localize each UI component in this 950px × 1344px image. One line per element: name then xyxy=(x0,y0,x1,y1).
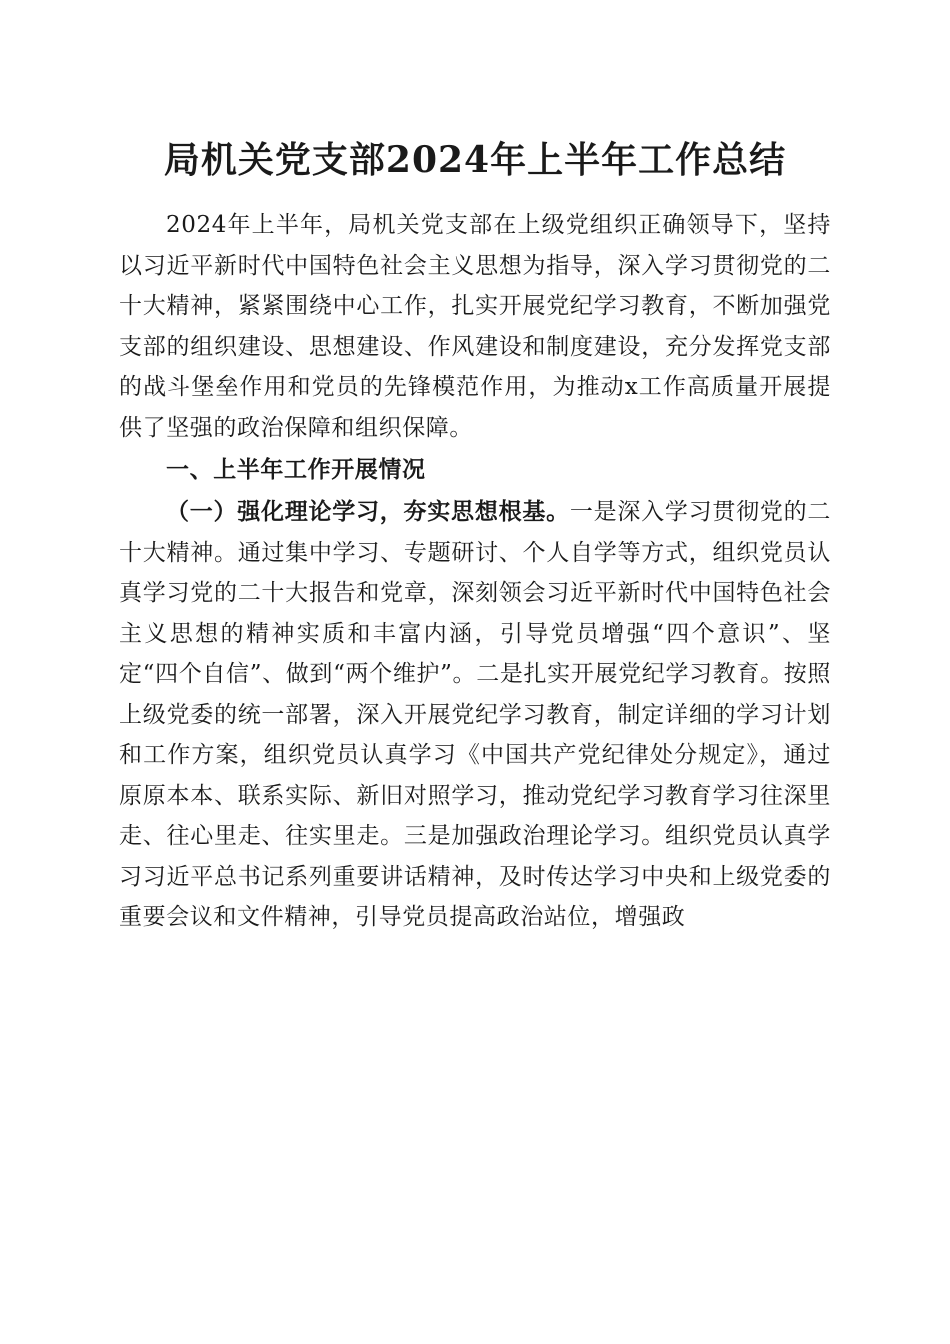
intro-paragraph: 2024年上半年，局机关党支部在上级党组织正确领导下，坚持以习近平新时代中国特色社会主义思想为指导，深入学习贯彻党的二十大精神，紧紧围绕中心工作，扎实开展党纪学习教育，不断加强党支部的组织建设、思想建设、作风建设和制度建设，充分发挥党支部的战斗堡垒作用和党员的先锋模范作用，为推动x工作高质量开展提供了坚强的政治保障和组织保障。 xyxy=(119,212,831,441)
paragraph-lead: （一）强化理论学习，夯实思想根基。 xyxy=(166,498,570,525)
section-heading: 一、上半年工作开展情况 xyxy=(166,457,426,483)
document-title: 局机关党支部2024年上半年工作总结 xyxy=(163,139,787,181)
document-body xyxy=(119,205,831,938)
paragraph-text: 一是深入学习贯彻党的二十大精神。通过集中学习、专题研讨、个人自学等方式，组织党员认真学习党的二十大报告和党章，深刻领会习近平新时代中国特色社会主义思想的精神实质和丰富内涵，引导党员增强“四个意识”、坚定“四个自信”、做到“两个维护”。二是扎实开展党纪学习教育。按照上级党委的统一部署，深入开展党纪学习教育，制定详细的学习计划和工作方案，组织党员认真学习《中国共产党纪律处分规定》，通过原原本本、联系实际、新旧对照学习，推动党纪学习教育学习往深里走、往心里走、往实里走。三是加强政治理论学习。组织党员认真学习习近平总书记系列重要讲话精神，及时传达学习中央和上级党委的重要会议和文件精神，引导党员提高政治站位，增强政 xyxy=(119,499,831,930)
section-paragraph xyxy=(119,492,831,938)
